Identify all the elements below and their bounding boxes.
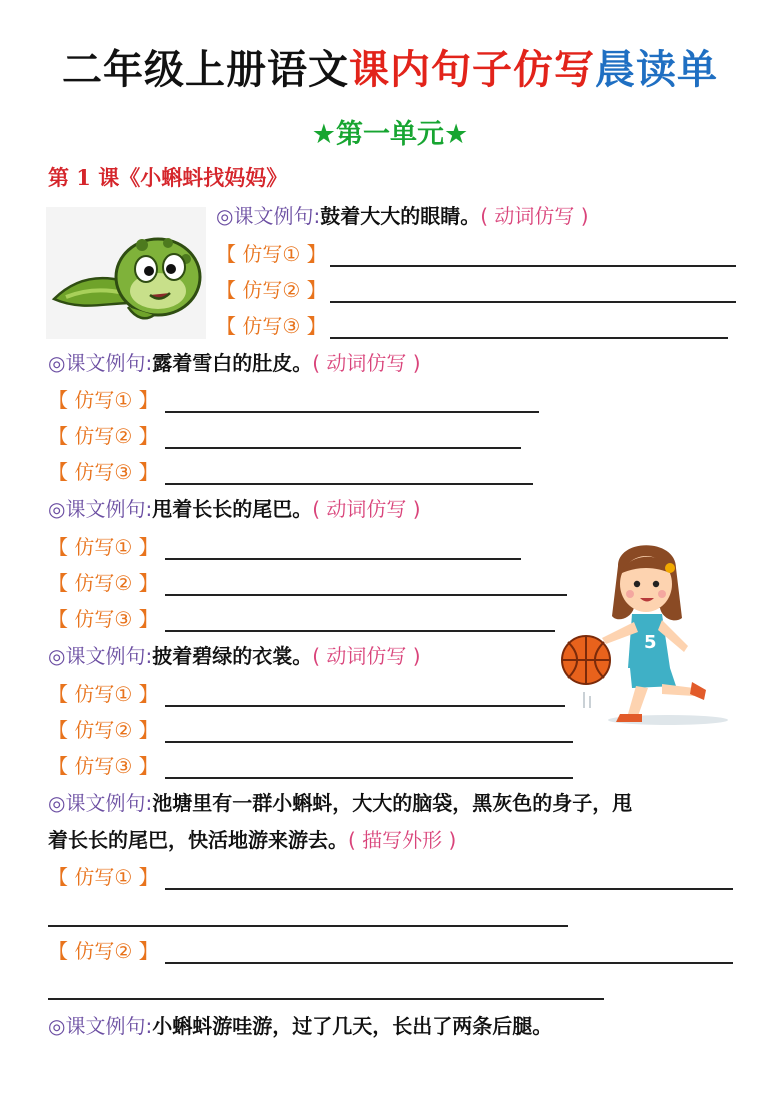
- example-sentence-5: [48, 789, 632, 817]
- practice-label: 【 仿写③ 】: [48, 460, 159, 484]
- answer-line-extra[interactable]: [48, 998, 604, 1000]
- girl-basketball-illustration: [558, 538, 738, 730]
- example-text: 小蝌蚪游哇游，过了几天，长出了两条后腿。: [152, 1014, 553, 1038]
- practice-row[interactable]: [48, 532, 568, 562]
- practice-row[interactable]: [48, 715, 578, 745]
- answer-line[interactable]: [165, 594, 567, 596]
- practice-label: 【 仿写① 】: [48, 865, 159, 889]
- answer-line[interactable]: [165, 888, 733, 890]
- example-type-tag: ( 动词仿写 ): [312, 351, 421, 375]
- practice-row[interactable]: [48, 679, 578, 709]
- example-type-tag: ( 动词仿写 ): [480, 204, 589, 228]
- tadpole-illustration: [46, 207, 206, 339]
- practice-row[interactable]: [48, 936, 738, 966]
- practice-label: 【 仿写③ 】: [48, 754, 159, 778]
- answer-line[interactable]: [165, 777, 573, 779]
- example-sentence-1: [216, 202, 589, 230]
- practice-row[interactable]: [48, 862, 738, 892]
- answer-line[interactable]: [165, 962, 733, 964]
- practice-row[interactable]: [216, 275, 736, 305]
- example-text: 甩着长长的尾巴。: [152, 497, 313, 521]
- answer-line[interactable]: [330, 337, 728, 339]
- example-label: ◎课文例句:: [48, 1014, 153, 1038]
- answer-line[interactable]: [330, 301, 736, 303]
- example-type-tag: ( 描写外形 ): [348, 828, 457, 852]
- example-type-tag: ( 动词仿写 ): [312, 497, 421, 521]
- example-label: ◎课文例句:: [216, 204, 321, 228]
- practice-row[interactable]: [48, 568, 568, 598]
- svg-text:5: 5: [644, 632, 657, 653]
- practice-row[interactable]: [48, 421, 548, 451]
- page-title: [0, 38, 780, 95]
- practice-label: 【 仿写① 】: [216, 242, 327, 266]
- example-text: 露着雪白的肚皮。: [152, 351, 313, 375]
- answer-line[interactable]: [165, 558, 521, 560]
- answer-line[interactable]: [330, 265, 736, 267]
- example-label: ◎课文例句:: [48, 351, 153, 375]
- practice-label: 【 仿写② 】: [48, 939, 159, 963]
- answer-line[interactable]: [165, 483, 533, 485]
- example-label: ◎课文例句:: [48, 497, 153, 521]
- practice-label: 【 仿写③ 】: [48, 607, 159, 631]
- example-text: 鼓着大大的眼睛。: [320, 204, 481, 228]
- example-sentence-2: [48, 349, 421, 377]
- title-part-topic: 课内句子仿写: [349, 47, 595, 93]
- practice-row[interactable]: [48, 457, 548, 487]
- answer-line[interactable]: [165, 411, 539, 413]
- answer-line-extra[interactable]: [48, 925, 568, 927]
- practice-label: 【 仿写① 】: [48, 535, 159, 559]
- practice-row[interactable]: [48, 604, 568, 634]
- example-type-tag: ( 动词仿写 ): [312, 644, 421, 668]
- answer-line[interactable]: [165, 705, 565, 707]
- example-sentence-5-continued: [48, 826, 456, 854]
- practice-label: 【 仿写② 】: [48, 424, 159, 448]
- title-part-grade: 二年级上册语文: [62, 47, 349, 93]
- example-label: ◎课文例句:: [48, 644, 153, 668]
- example-sentence-6: [48, 1012, 552, 1040]
- practice-row[interactable]: [216, 239, 736, 269]
- lesson-heading: 第 1 课《小蝌蚪找妈妈》: [48, 165, 288, 190]
- example-label: ◎课文例句:: [48, 791, 153, 815]
- answer-line[interactable]: [165, 741, 573, 743]
- practice-label: 【 仿写② 】: [48, 571, 159, 595]
- practice-row[interactable]: [48, 751, 578, 781]
- practice-label: 【 仿写① 】: [48, 388, 159, 412]
- unit-heading: ★第一单元★: [311, 119, 469, 150]
- example-sentence-3: [48, 495, 421, 523]
- title-part-sheet: 晨读单: [595, 47, 718, 93]
- practice-row[interactable]: [216, 311, 736, 341]
- answer-line[interactable]: [165, 630, 555, 632]
- practice-label: 【 仿写③ 】: [216, 314, 327, 338]
- practice-label: 【 仿写② 】: [48, 718, 159, 742]
- example-sentence-4: [48, 642, 421, 670]
- answer-line[interactable]: [165, 447, 521, 449]
- practice-label: 【 仿写① 】: [48, 682, 159, 706]
- example-text-continued: 着长长的尾巴，快活地游来游去。: [48, 828, 348, 852]
- example-text: 池塘里有一群小蝌蚪，大大的脑袋，黑灰色的身子，甩: [152, 791, 633, 815]
- practice-row[interactable]: [48, 385, 548, 415]
- example-text: 披着碧绿的衣裳。: [152, 644, 313, 668]
- practice-label: 【 仿写② 】: [216, 278, 327, 302]
